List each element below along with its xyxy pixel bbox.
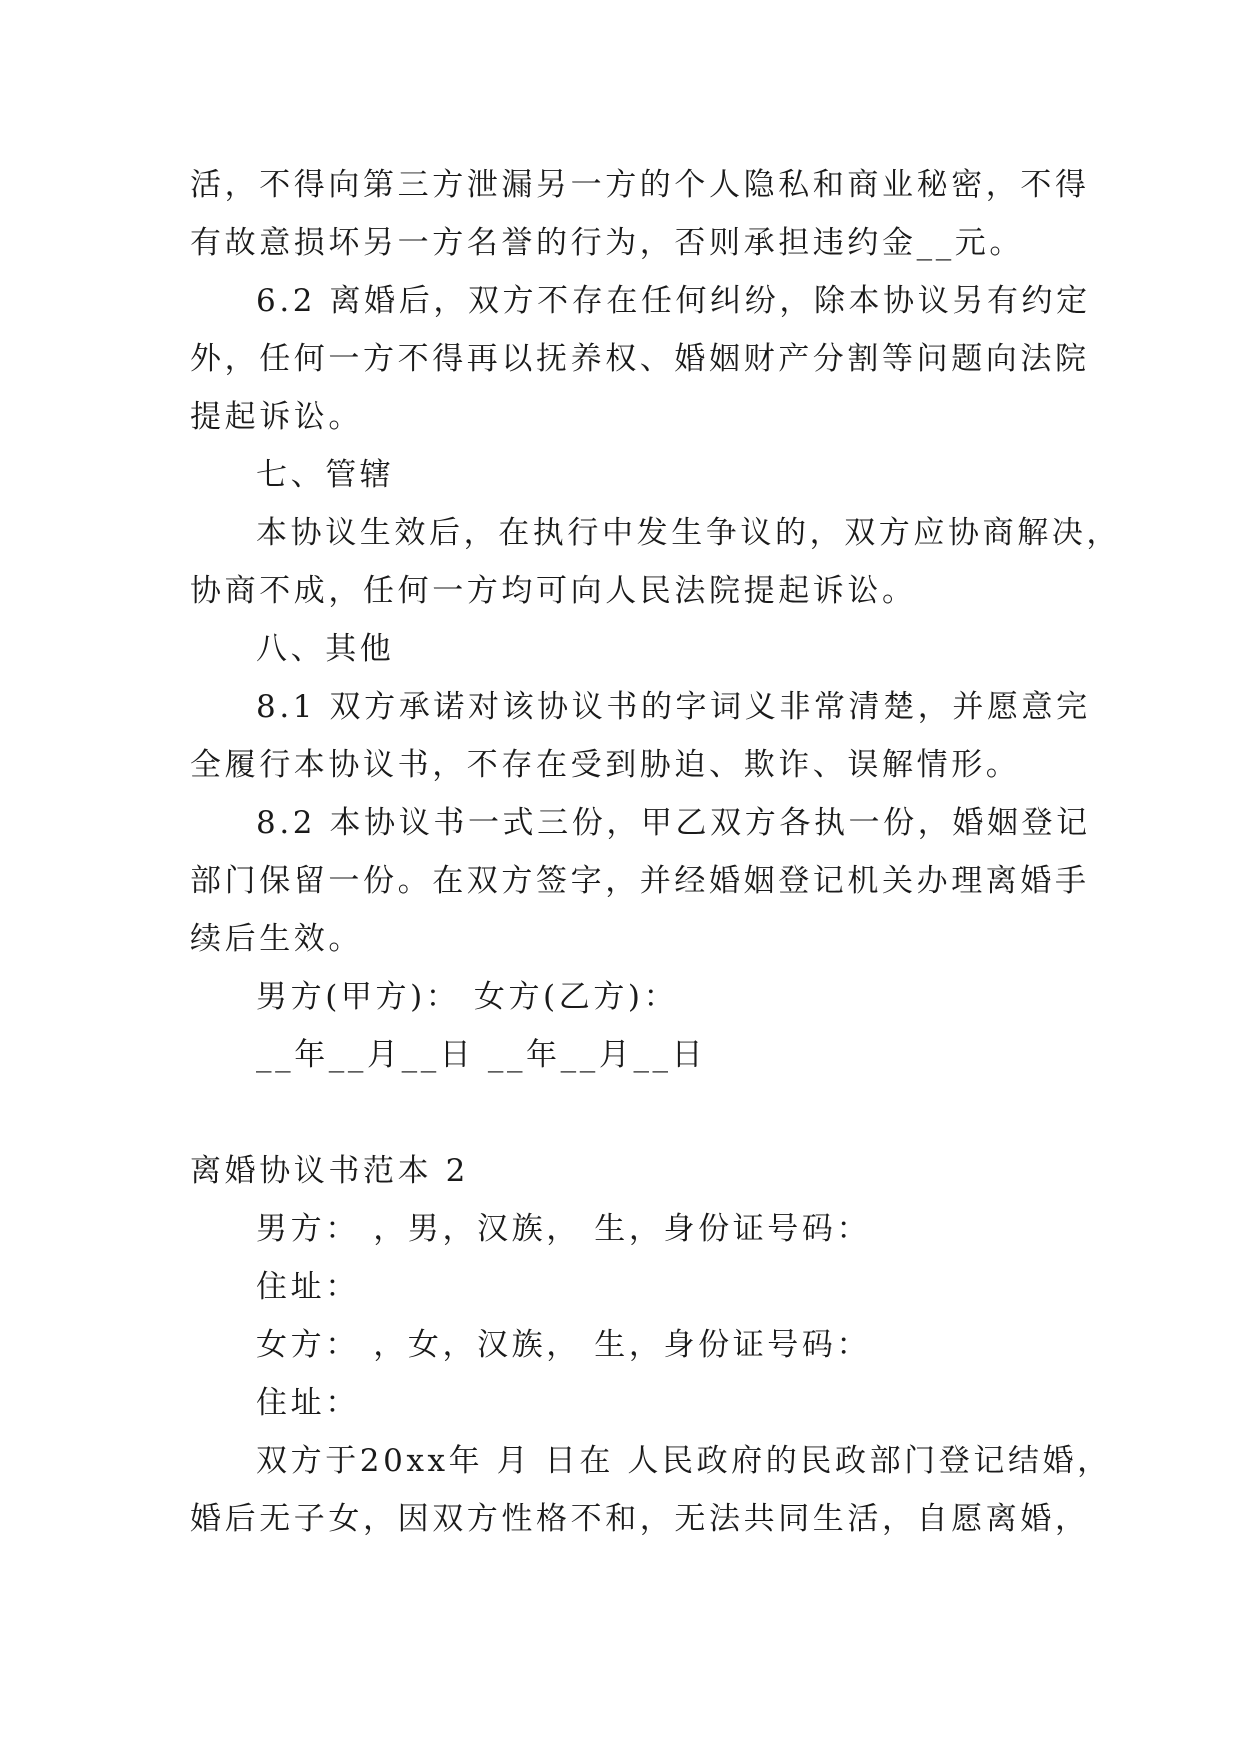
- section-heading-jurisdiction: 七、管辖: [256, 457, 395, 493]
- signature-parties-line: 男方(甲方)： 女方(乙方)：: [256, 979, 679, 1015]
- body-line: 双方于20xx年 月 日在 人民政府的民政部门登记结婚，: [256, 1443, 1112, 1479]
- body-line: 部门保留一份。在双方签字，并经婚姻登记机关办理离婚手: [190, 863, 1090, 899]
- document-title-2: 离婚协议书范本 2: [190, 1153, 469, 1189]
- body-line: 有故意损坏另一方名誉的行为，否则承担违约金__元。: [190, 225, 1024, 261]
- body-line: 本协议生效后，在执行中发生争议的，双方应协商解决，: [256, 515, 1121, 551]
- male-address-line: 住址：: [256, 1269, 360, 1305]
- signature-date-line: __年__月__日 __年__月__日: [256, 1037, 707, 1073]
- clause-8-2-line: 8.2 本协议书一式三份，甲乙双方各执一份，婚姻登记: [256, 805, 1091, 841]
- clause-6-2-line: 6.2 离婚后，双方不存在任何纠纷，除本协议另有约定: [256, 283, 1091, 319]
- body-line: 提起诉讼。: [190, 399, 363, 435]
- body-line: 婚后无子女，因双方性格不和，无法共同生活，自愿离婚，: [190, 1501, 1090, 1537]
- female-address-line: 住址：: [256, 1385, 360, 1421]
- clause-8-1-line: 8.1 双方承诺对该协议书的字词义非常清楚，并愿意完: [256, 689, 1091, 725]
- body-line: 续后生效。: [190, 921, 363, 957]
- body-line: 活，不得向第三方泄漏另一方的个人隐私和商业秘密，不得: [190, 167, 1090, 203]
- female-party-line: 女方： ，女，汉族， 生，身份证号码：: [256, 1327, 872, 1363]
- body-line: 外，任何一方不得再以抚养权、婚姻财产分割等问题向法院: [190, 341, 1090, 377]
- male-party-line: 男方： ，男，汉族， 生，身份证号码：: [256, 1211, 872, 1247]
- body-line: 协商不成，任何一方均可向人民法院提起诉讼。: [190, 573, 917, 609]
- body-line: 全履行本协议书，不存在受到胁迫、欺诈、误解情形。: [190, 747, 1021, 783]
- section-heading-other: 八、其他: [256, 631, 395, 667]
